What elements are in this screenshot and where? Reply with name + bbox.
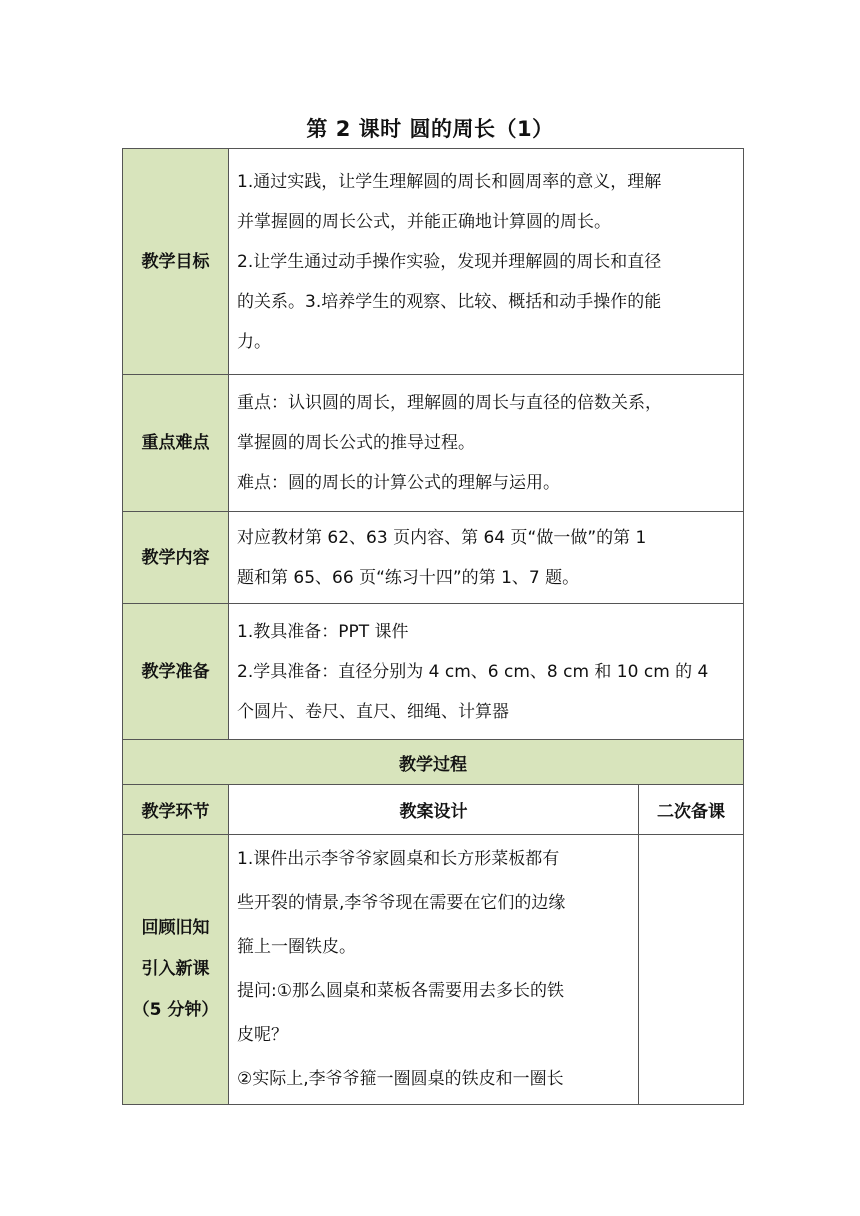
content-line: 对应教材第 62、63 页内容、第 64 页“做一做”的第 1 <box>237 527 647 548</box>
content-label: 教学内容 <box>123 512 229 604</box>
column-notes: 二次备课 <box>639 785 744 835</box>
stage1-line: 些开裂的情景,李爷爷现在需要在它们的边缘 <box>237 893 566 913</box>
content-line: 题和第 65、66 页“练习十四”的第 1、7 题。 <box>237 567 580 588</box>
objectives-row <box>123 149 744 375</box>
key-points-label: 重点难点 <box>123 375 229 512</box>
key-points-content <box>229 375 744 512</box>
key-points-line: 重点：认识圆的周长，理解圆的周长与直径的倍数关系， <box>237 393 662 413</box>
preparation-line: 1.教具准备：PPT 课件 <box>237 621 409 642</box>
key-points-line: 掌握圆的周长公式的推导过程。 <box>237 433 475 453</box>
preparation-row <box>123 604 744 740</box>
stage1-label-line: 引入新课 <box>141 959 210 979</box>
process-header-row <box>123 740 744 785</box>
preparation-line: 个圆片、卷尺、直尺、细绳、计算器 <box>237 701 509 722</box>
objectives-line: 1.通过实践，让学生理解圆的周长和圆周率的意义，理解 <box>237 171 662 192</box>
stage1-notes <box>639 835 744 1105</box>
stage1-label-line: 回顾旧知 <box>141 918 210 938</box>
column-design: 教案设计 <box>229 785 639 835</box>
stage1-line: 提问:①那么圆桌和菜板各需要用去多长的铁 <box>237 981 564 1001</box>
preparation-label: 教学准备 <box>123 604 229 740</box>
objectives-content <box>229 149 744 375</box>
content-content <box>229 512 744 604</box>
lesson-plan-table <box>122 148 744 1105</box>
stage1-label <box>123 835 229 1105</box>
stage1-line: 1.课件出示李爷爷家圆桌和长方形菜板都有 <box>237 849 560 869</box>
content-row <box>123 512 744 604</box>
column-header-row <box>123 785 744 835</box>
objectives-line: 力。 <box>237 331 271 352</box>
stage1-line: 箍上一圈铁皮。 <box>237 937 356 957</box>
objectives-line: 并掌握圆的周长公式，并能正确地计算圆的周长。 <box>237 211 611 232</box>
preparation-line: 2.学具准备：直径分别为 4 cm、6 cm、8 cm 和 10 cm 的 4 <box>237 661 709 682</box>
preparation-content <box>229 604 744 740</box>
key-points-row <box>123 375 744 512</box>
stage1-row <box>123 835 744 1105</box>
objectives-line: 2.让学生通过动手操作实验，发现并理解圆的周长和直径 <box>237 251 662 272</box>
key-points-line: 难点：圆的周长的计算公式的理解与运用。 <box>237 473 560 493</box>
stage1-design <box>229 835 639 1105</box>
stage1-line: ②实际上,李爷爷箍一圈圆桌的铁皮和一圈长 <box>237 1069 564 1089</box>
stage1-line: 皮呢？ <box>237 1025 288 1045</box>
lesson-title: 第 2 课时 圆的周长（1） <box>306 117 554 141</box>
objectives-label: 教学目标 <box>123 149 229 375</box>
objectives-line: 的关系。3.培养学生的观察、比较、概括和动手操作的能 <box>237 291 662 312</box>
stage1-label-line: （5 分钟） <box>132 1000 219 1020</box>
column-stage: 教学环节 <box>123 785 229 835</box>
process-header: 教学过程 <box>123 740 744 785</box>
